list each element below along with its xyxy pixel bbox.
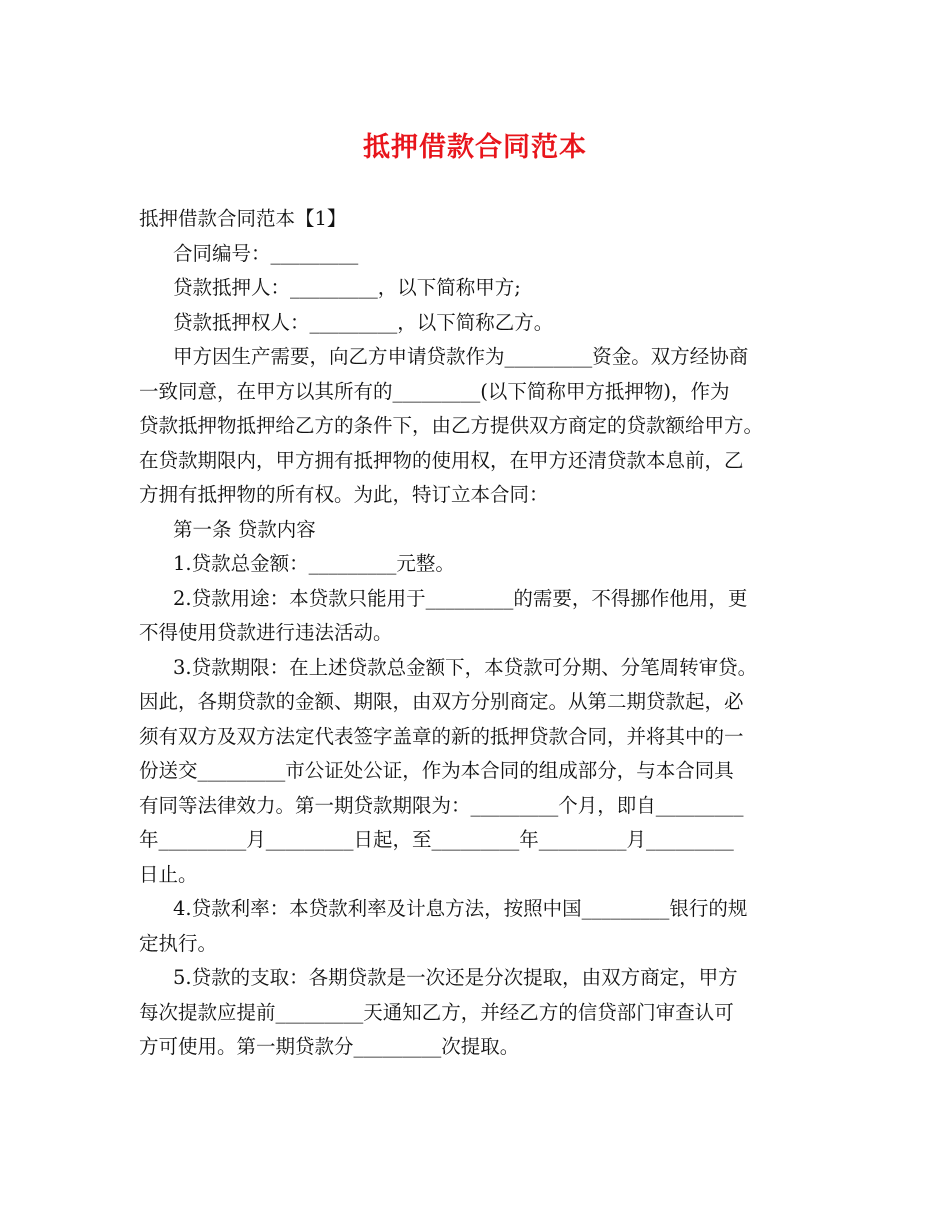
document-line: 1.贷款总金额：_________元整。 [173, 552, 455, 575]
document-line: 贷款抵押物抵押给乙方的条件下，由乙方提供双方商定的贷款额给甲方。 [139, 414, 764, 437]
document-body [139, 202, 815, 1065]
document-line: 日止。 [139, 862, 198, 886]
document-line: 年_________月_________日起，至_________年_________月_________ [139, 828, 734, 851]
document-line: 一致同意，在甲方以其所有的_________(以下简称甲方抵押物)，作为 [139, 379, 730, 403]
document-line: 不得使用贷款进行违法活动。 [139, 621, 393, 644]
document-line: 有同等法律效力。第一期贷款期限为：_________个月，即自_________ [139, 793, 744, 817]
document-line: 每次提款应提前_________天通知乙方，并经乙方的信贷部门审查认可 [139, 1000, 734, 1024]
document-line: 在贷款期限内，甲方拥有抵押物的使用权，在甲方还清贷款本息前，乙 [139, 448, 744, 472]
document-line: 3.贷款期限：在上述贷款总金额下，本贷款可分期、分笔周转审贷。 [173, 655, 758, 679]
document-line: 4.贷款利率：本贷款利率及计息方法，按照中国_________银行的规 [173, 897, 748, 920]
document-line: 贷款抵押权人：_________，以下简称乙方。 [173, 310, 554, 334]
document-line: 合同编号：_________ [173, 241, 359, 265]
document-line: 因此，各期贷款的金额、期限，由双方分别商定。从第二期贷款起，必 [139, 690, 744, 713]
document-line: 方可使用。第一期贷款分_________次提取。 [139, 1035, 520, 1058]
document-line: 须有双方及双方法定代表签字盖章的新的抵押贷款合同，并将其中的一 [139, 724, 744, 748]
document-line: 贷款抵押人：_________，以下简称甲方; [173, 276, 521, 299]
document-line: 抵押借款合同范本【1】 [139, 207, 347, 230]
document-line: 定执行。 [139, 931, 218, 955]
document-line: 第一条 贷款内容 [173, 517, 316, 541]
document-line: 甲方因生产需要，向乙方申请贷款作为_________资金。双方经协商 [173, 345, 749, 368]
document-line: 份送交_________市公证处公证，作为本合同的组成部分，与本合同具 [139, 759, 734, 782]
document-title: 抵押借款合同范本 [363, 132, 587, 163]
document-line: 5.贷款的支取：各期贷款是一次还是分次提取，由双方商定，甲方 [173, 966, 738, 989]
document-line: 方拥有抵押物的所有权。为此，特订立本合同： [139, 483, 549, 506]
document-line: 2.贷款用途：本贷款只能用于_________的需要，不得挪作他用，更 [173, 586, 748, 610]
